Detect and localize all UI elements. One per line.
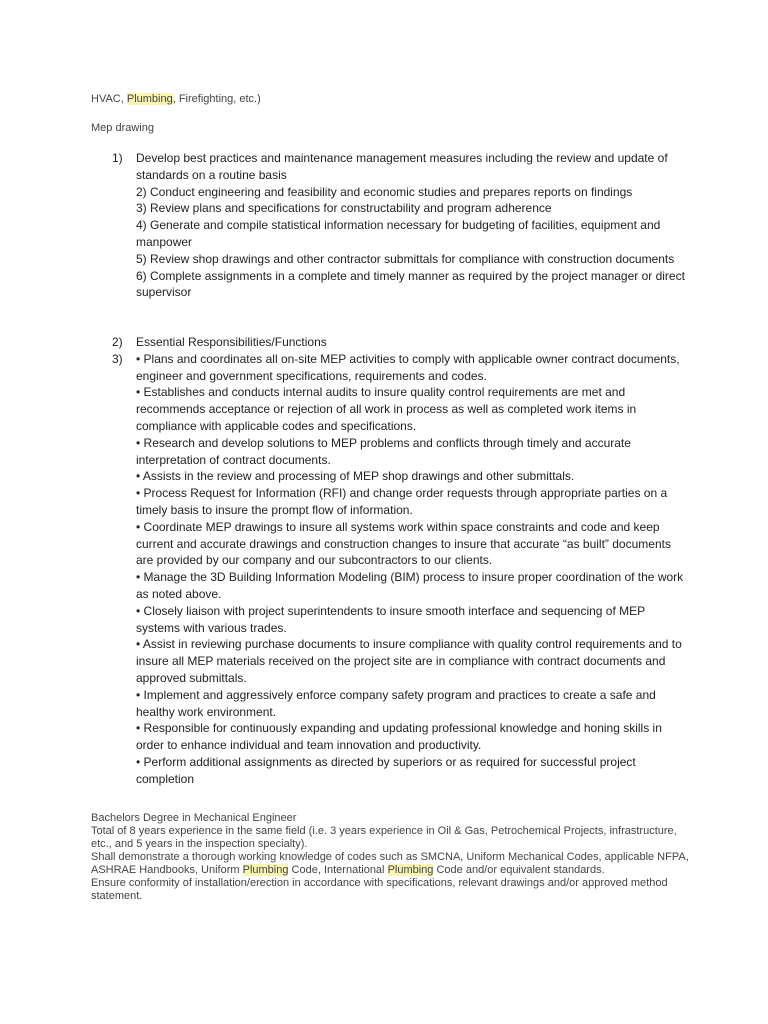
list-line: 5) Review shop drawings and other contractor submittals for compliance with construction documents — [136, 251, 675, 266]
degree-line: Bachelors Degree in Mechanical Engineer — [91, 812, 297, 824]
bullet-line: • Implement and aggressively enforce company safety program and practices to create a safe and healthy work environment. — [136, 687, 656, 719]
numbered-list-2 — [112, 334, 691, 788]
numbered-list-1 — [112, 150, 691, 301]
intro-post: , Firefighting, etc.) — [172, 93, 261, 105]
bullet-line: • Research and develop solutions to MEP problems and conflicts through timely and accurate interpretation of contract documents. — [136, 435, 631, 467]
highlighted-plumbing: Plumbing — [126, 93, 173, 105]
list-line: 2) Conduct engineering and feasibility and economic studies and prepares reports on findings — [136, 184, 633, 199]
conformity-line: Ensure conformity of installation/erection in accordance with specifications, relevant drawings and/or approved method statement. — [91, 877, 668, 902]
bullet-line: • Process Request for Information (RFI) and change order requests through appropriate parties on a timely basis to insure the prompt flow of information. — [136, 486, 668, 517]
list-number: 1) — [112, 151, 123, 165]
list-line: Develop best practices and maintenance management measures including the review and update of standards on a routine basis — [136, 151, 668, 182]
bullet-line: • Manage the 3D Building Information Modeling (BIM) process to insure proper coordination of the work as noted above. — [136, 570, 684, 601]
list-number: 3) — [112, 351, 123, 366]
bullet-line: • Establishes and conducts internal audits to insure quality control requirements are met and recommends acceptance or rejection of all work in process as well as completed work items in compliance with applicable codes and specifications. — [136, 385, 637, 433]
list-item — [112, 150, 691, 301]
highlighted-plumbing: Plumbing — [242, 864, 289, 876]
bullet-line: • Assists in the review and processing of MEP shop drawings and other submittals. — [136, 469, 575, 484]
list-item-heading: Essential Responsibilities/Functions — [136, 335, 327, 349]
list-number: 2) — [112, 335, 123, 349]
bullet-line: • Coordinate MEP drawings to insure all systems work within space constraints and code and keep current and accurate drawings and construction changes to insure that accurate “as built” documents are provided by our company and our subcontractors to our clients. — [136, 519, 671, 568]
list-line: 3) Review plans and specifications for constructability and program adherence — [136, 201, 552, 216]
bullet-line: • Assist in reviewing purchase documents to insure compliance with quality control requirements and to insure all MEP materials received on the project site are in compliance with contract documents and approved submittals. — [136, 637, 682, 685]
codes-text-a: Shall demonstrate a thorough working knowledge of codes such as SMCNA, Uniform Mechanical Codes, applicable NFPA, ASHRAE Handbooks, Uniform — [91, 851, 689, 876]
bullet-line: • Plans and coordinates all on-site MEP activities to comply with applicable owner contract documents, engineer and government specifications, requirements and codes. — [136, 351, 680, 383]
codes-text-b: Code, International — [288, 864, 388, 876]
list-item — [112, 334, 691, 351]
list-line: 6) Complete assignments in a complete and timely manner as required by the project manager or direct supervisor — [136, 268, 685, 300]
codes-line — [91, 851, 691, 877]
bullet-group — [136, 351, 691, 788]
bullet-line: • Perform additional assignments as directed by superiors or as required for successful project completion — [136, 754, 636, 786]
intro-line — [91, 93, 261, 106]
codes-text-c: Code and/or equivalent standards. — [433, 864, 605, 876]
requirements-footer — [91, 812, 691, 903]
list-item-body — [136, 150, 691, 301]
list-line: 4) Generate and compile statistical information necessary for budgeting of facilities, equipment and manpower — [136, 218, 661, 249]
list-item — [112, 351, 691, 788]
section-title: Mep drawing — [91, 122, 154, 134]
bullet-line: • Closely liaison with project superintendents to insure smooth interface and sequencing of MEP systems with various trades. — [136, 603, 645, 635]
intro-pre: HVAC, — [91, 93, 127, 105]
highlighted-plumbing: Plumbing — [387, 864, 434, 876]
experience-line: Total of 8 years experience in the same field (i.e. 3 years experience in Oil & Gas, Petrochemical Projects, infrastructure, etc., and 5 years in the inspection specialty). — [91, 825, 677, 850]
bullet-line: • Responsible for continuously expanding and updating professional knowledge and honing skills in order to enhance individual and team innovation and productivity. — [136, 721, 662, 753]
